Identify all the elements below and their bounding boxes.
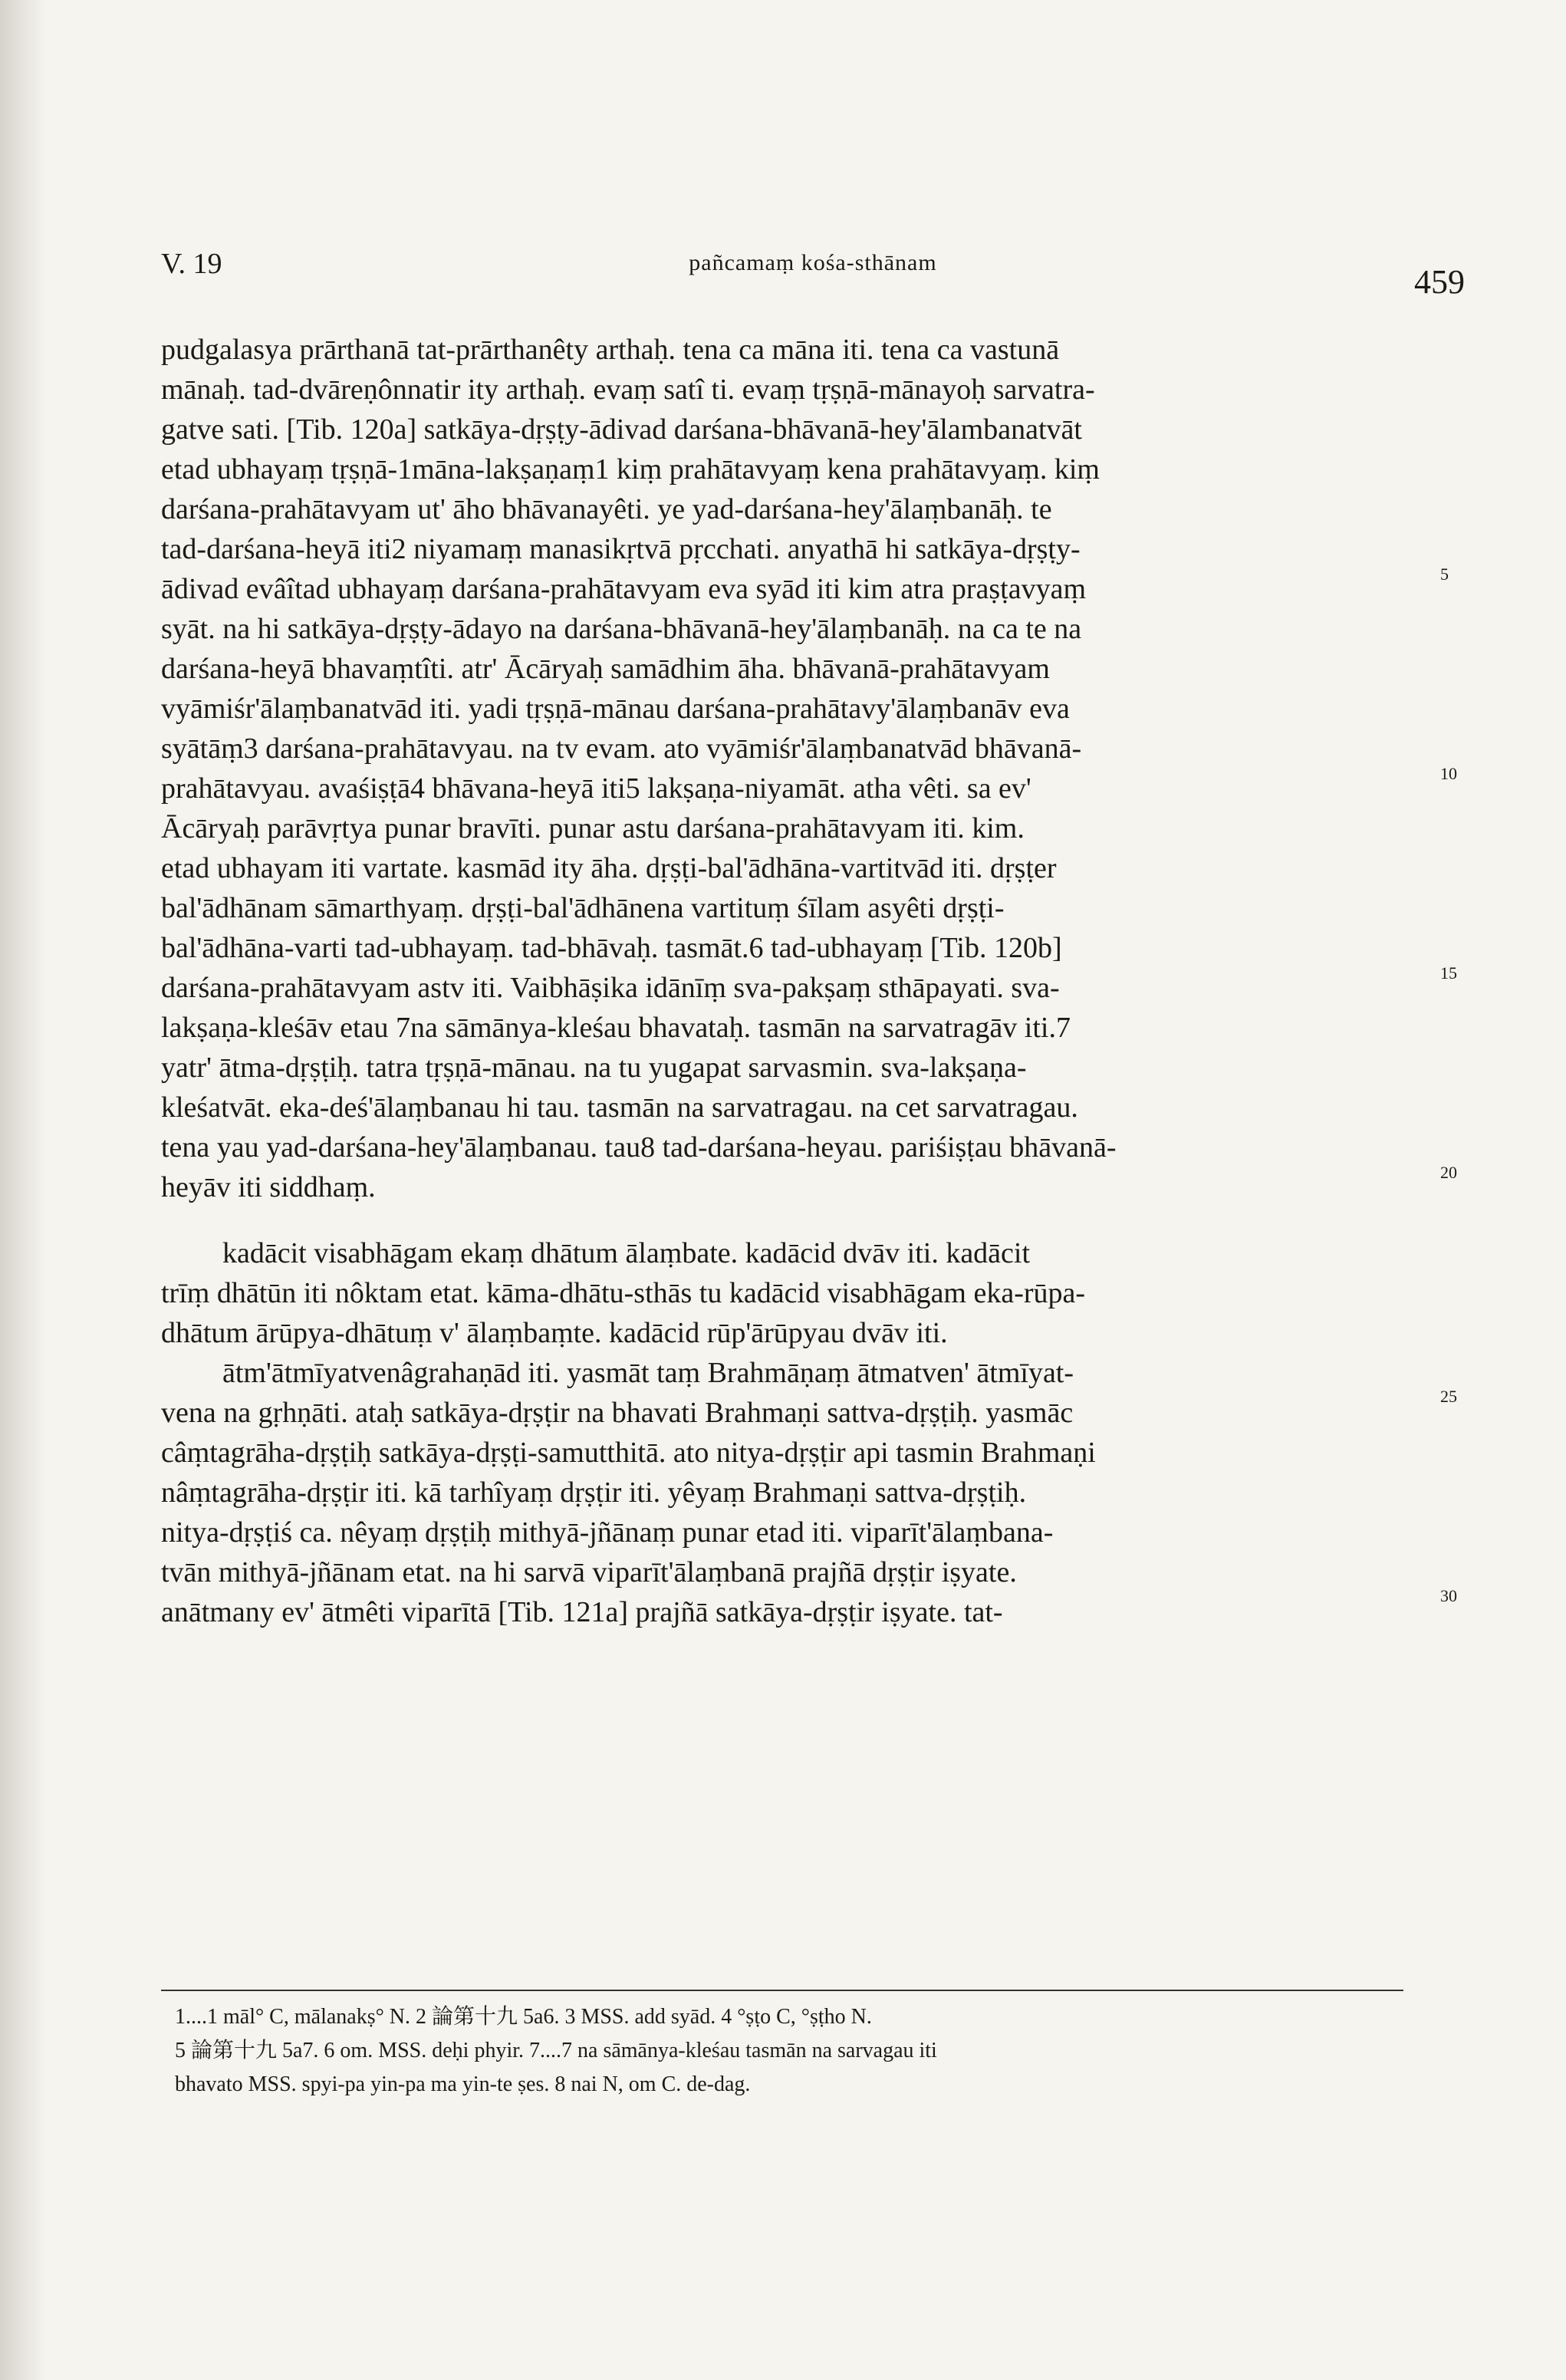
footnotes: [175, 2000, 1417, 2102]
margin-line-number: 20: [1440, 1163, 1457, 1182]
running-title: pañcamaṃ kośa-sthānam: [689, 250, 937, 275]
text-line: kleśatvāt. eka-deś'ālaṃbanau hi tau. tasmān na sarvatragau. na cet sarvatragau.: [161, 1091, 1078, 1124]
page-number: 459: [1414, 263, 1465, 301]
text-line: dhātum ārūpya-dhātuṃ v' ālaṃbaṃte. kadācid rūp'ārūpyau dvāv iti.: [161, 1317, 948, 1349]
text-line: darśana-prahātavyam astv iti. Vaibhāṣika idānīṃ sva-pakṣaṃ sthāpayati. sva-: [161, 972, 1060, 1004]
text-line: bal'ādhāna-varti tad-ubhayaṃ. tad-bhāvaḥ. tasmāt.6 tad-ubhayaṃ [Tib. 120b]: [161, 932, 1062, 964]
text-line: nâṃtagrāha-dṛṣṭir iti. kā tarhîyaṃ dṛṣṭir iti. yêyaṃ Brahmaṇi sattva-dṛṣṭiḥ.: [161, 1476, 1027, 1509]
text-line: tvān mithyā-jñānam etat. na hi sarvā viparīt'ālaṃbanā prajñā dṛṣṭir iṣyate.: [161, 1556, 1017, 1588]
text-line: ādivad evâîtad ubhayaṃ darśana-prahātavyam eva syād iti kim atra praṣṭavyaṃ: [161, 573, 1086, 605]
text-line: tad-darśana-heyā iti2 niyamaṃ manasikṛtvā pṛcchati. anyathā hi satkāya-dṛṣṭy-: [161, 533, 1081, 565]
text-line: darśana-heyā bhavaṃtîti. atr' Ācāryaḥ samādhim āha. bhāvanā-prahātavyam: [161, 653, 1050, 685]
text-line: nitya-dṛṣṭiś ca. nêyaṃ dṛṣṭiḥ mithyā-jñānaṃ punar etad iti. viparīt'ālaṃbana-: [161, 1516, 1054, 1549]
text-line: vyāmiśr'ālaṃbanatvād iti. yadi tṛṣṇā-mānau darśana-prahātavy'ālaṃbanāv eva: [161, 693, 1070, 725]
text-line: syāt. na hi satkāya-dṛṣṭy-ādayo na darśana-bhāvanā-hey'ālaṃbanāḥ. na ca te na: [161, 613, 1082, 645]
text-line: lakṣaṇa-kleśāv etau 7na sāmānya-kleśau bhavataḥ. tasmān na sarvatragāv iti.7: [161, 1012, 1071, 1044]
margin-line-number: 5: [1440, 565, 1449, 584]
text-line: etad ubhayam iti vartate. kasmād ity āha. dṛṣṭi-bal'ādhāna-vartitvād iti. dṛṣṭer: [161, 852, 1057, 884]
margin-line-number: 10: [1440, 764, 1457, 783]
text-line: mānaḥ. tad-dvāreṇônnatir ity arthaḥ. evaṃ satî ti. evaṃ tṛṣṇā-mānayoḥ sarvatra-: [161, 374, 1095, 406]
footnote-line: 5 論第十九 5a7. 6 om. MSS. deḥi phyir. 7....7 na sāmānya-kleśau tasmān na sarvagau iti: [175, 2039, 937, 2062]
text-line: Ācāryaḥ parāvṛtya punar bravīti. punar astu darśana-prahātavyam iti. kim.: [161, 812, 1025, 844]
margin-line-number: 15: [1440, 963, 1457, 983]
text-line: tena yau yad-darśana-hey'ālaṃbanau. tau8 tad-darśana-heyau. pariśiṣṭau bhāvanā-: [161, 1131, 1117, 1164]
text-line: yatr' ātma-dṛṣṭiḥ. tatra tṛṣṇā-mānau. na tu yugapat sarvasmin. sva-lakṣaṇa-: [161, 1052, 1027, 1084]
footnote-line: 1....1 māl° C, mālanakṣ° N. 2 論第十九 5a6. 3 MSS. add syād. 4 °ṣṭo C, °ṣṭho N.: [175, 2005, 872, 2029]
text-line: vena na gṛhṇāti. ataḥ satkāya-dṛṣṭir na bhavati Brahmaṇi sattva-dṛṣṭiḥ. yasmāc: [161, 1397, 1074, 1429]
main-text: [161, 330, 1465, 1632]
text-line: darśana-prahātavyam ut' āho bhāvanayêti. ye yad-darśana-hey'ālaṃbanāḥ. te: [161, 493, 1052, 525]
margin-line-number: 30: [1440, 1586, 1457, 1605]
paragraph-start-line: ātm'ātmīyatvenâgrahaṇād iti. yasmāt taṃ Brahmāṇaṃ ātmatven' ātmīyat-: [222, 1357, 1074, 1389]
text-line: gatve sati. [Tib. 120a] satkāya-dṛṣṭy-ādivad darśana-bhāvanā-hey'ālambanatvāt: [161, 413, 1082, 446]
paragraph-start-line: kadācit visabhāgam ekaṃ dhātum ālaṃbate. kadācid dvāv iti. kadācit: [222, 1237, 1031, 1269]
running-header: [161, 247, 1465, 308]
text-line: pudgalasya prārthanā tat-prārthanêty arthaḥ. tena ca māna iti. tena ca vastunā: [161, 334, 1060, 366]
footnote-line: bhavato MSS. spyi-pa yin-pa ma yin-te ṣes. 8 nai N, om C. de-dag.: [175, 2072, 751, 2096]
text-line: bal'ādhānam sāmarthyaṃ. dṛṣṭi-bal'ādhānena vartituṃ śīlam asyêti dṛṣṭi-: [161, 892, 1005, 924]
text-line: anātmany ev' ātmêti viparītā [Tib. 121a] prajñā satkāya-dṛṣṭir iṣyate. tat-: [161, 1596, 1003, 1628]
section-reference: V. 19: [161, 248, 222, 280]
text-line: prahātavyau. avaśiṣṭā4 bhāvana-heyā iti5 lakṣaṇa-niyamāt. atha vêti. sa ev': [161, 772, 1031, 805]
footnote-rule: [161, 1990, 1403, 1991]
text-line: heyāv iti siddhaṃ.: [161, 1171, 376, 1203]
margin-line-number: 25: [1440, 1387, 1457, 1406]
text-line: trīṃ dhātūn iti nôktam etat. kāma-dhātu-sthās tu kadācid visabhāgam eka-rūpa-: [161, 1277, 1086, 1309]
text-line: syātāṃ3 darśana-prahātavyau. na tv evam. ato vyāmiśr'ālaṃbanatvād bhāvanā-: [161, 732, 1082, 765]
text-line: câṃtagrāha-dṛṣṭiḥ satkāya-dṛṣṭi-samutthitā. ato nitya-dṛṣṭir api tasmin Brahmaṇi: [161, 1437, 1096, 1469]
text-line: etad ubhayaṃ tṛṣṇā-1māna-lakṣaṇaṃ1 kiṃ prahātavyaṃ kena prahātavyaṃ. kiṃ: [161, 453, 1100, 486]
scan-edge-shadow: [0, 0, 46, 2380]
